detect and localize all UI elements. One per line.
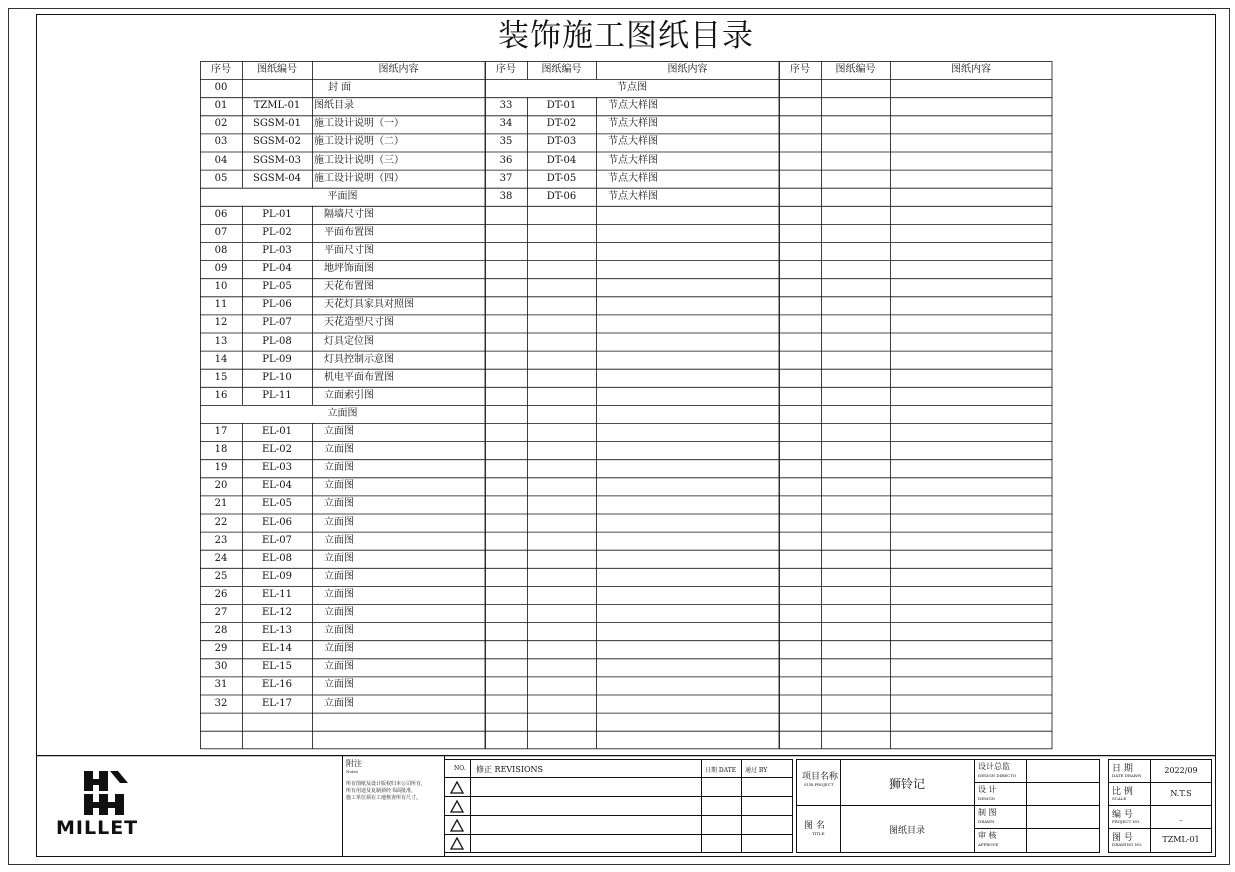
row-no: 08 <box>214 245 228 256</box>
header-content: 图纸内容 <box>667 64 708 75</box>
row-content: 天花布置图 <box>324 281 374 293</box>
row-content: 施工设计说明（三） <box>314 154 404 166</box>
row-content: 节点大样图 <box>608 172 658 184</box>
notes-line: 所有用途及复制须经书面批准， <box>346 788 417 794</box>
header-content: 图纸内容 <box>378 64 419 75</box>
row-no: 36 <box>499 154 513 166</box>
index-table-2 <box>485 61 779 752</box>
info-label-en: DRAWING NO. <box>1112 842 1143 847</box>
row-content: 立面图 <box>324 480 354 492</box>
row-no: 01 <box>214 100 228 112</box>
notes-body <box>346 781 426 802</box>
row-content: 节点大样图 <box>608 118 658 130</box>
table-row <box>200 369 485 387</box>
row-code: PL-01 <box>262 208 292 220</box>
row-content: 立面图 <box>324 516 354 528</box>
table-row <box>200 260 485 278</box>
row-content: 天花灯具家具对照图 <box>324 299 414 311</box>
table-row <box>200 459 485 477</box>
row-code: EL-04 <box>261 480 293 492</box>
row-no: 03 <box>214 136 228 148</box>
row-code: TZML-01 <box>253 100 301 112</box>
index-table-1 <box>200 61 485 752</box>
row-no: 05 <box>214 172 228 184</box>
table-row <box>200 152 485 170</box>
table-row <box>200 658 485 676</box>
project-label-en: SUB PROJECT <box>804 782 834 787</box>
row-code: PL-10 <box>262 371 292 383</box>
table-grid <box>779 61 1053 750</box>
title-block-lines <box>36 755 1216 857</box>
table-header <box>779 61 1052 79</box>
row-no: 07 <box>214 226 228 238</box>
info-value: N.T.S <box>1170 789 1192 798</box>
row-no: 12 <box>214 317 228 329</box>
row-code: DT-01 <box>546 100 577 112</box>
role-label: 设 计 <box>978 785 997 794</box>
table-row <box>485 97 779 115</box>
row-no: 32 <box>214 697 228 709</box>
millet-logo-icon <box>80 769 132 817</box>
row-content: 立面图 <box>324 588 354 600</box>
row-no: 16 <box>214 389 228 401</box>
row-content: 立面索引图 <box>324 389 374 401</box>
row-code: PL-07 <box>262 317 292 329</box>
table-row <box>200 676 485 694</box>
row-no: 15 <box>214 371 228 383</box>
table-row <box>200 224 485 242</box>
role-label: 审 核 <box>978 831 997 840</box>
row-no: 33 <box>499 100 513 112</box>
title-block <box>36 755 1216 857</box>
row-content: 平面布置图 <box>324 226 374 238</box>
row-code: SGSM-03 <box>252 154 302 166</box>
info-label-en: DATE DRAWN <box>1112 773 1142 778</box>
row-code: EL-13 <box>261 625 293 637</box>
row-no: 19 <box>214 462 228 474</box>
row-code: SGSM-04 <box>252 172 302 184</box>
title-label: 图 名 <box>804 821 825 831</box>
row-code: PL-09 <box>262 353 292 365</box>
row-content: 节点大样图 <box>608 136 658 148</box>
row-code: EL-01 <box>261 426 293 437</box>
project-name: 狮铃记 <box>888 777 925 791</box>
table-row <box>200 640 485 658</box>
header-no: 序号 <box>496 64 516 75</box>
row-content: 立面图 <box>324 570 354 582</box>
row-no: 29 <box>214 643 228 655</box>
table-row <box>485 188 779 206</box>
row-code: PL-04 <box>262 263 292 275</box>
row-code: EL-11 <box>261 588 293 600</box>
section-row <box>200 188 485 206</box>
info-label-en: PROJECT NO. <box>1112 819 1141 824</box>
row-code <box>242 79 312 97</box>
header-code: 图纸编号 <box>835 64 876 75</box>
row-no: 34 <box>499 118 513 130</box>
table-row <box>200 695 485 713</box>
row-code: EL-07 <box>261 534 293 546</box>
row-code: PL-11 <box>262 389 292 401</box>
info-label: 比 例 <box>1112 787 1133 797</box>
row-no: 04 <box>214 154 228 166</box>
row-code: EL-16 <box>261 679 293 691</box>
table-row <box>485 152 779 170</box>
row-no: 21 <box>214 498 228 510</box>
table-row <box>200 586 485 604</box>
role-label-en: DESIGN <box>978 796 996 801</box>
role-label: 制 图 <box>978 808 997 817</box>
row-content: 立面图 <box>324 534 354 546</box>
section-row <box>485 79 779 97</box>
info-value: TZML-01 <box>1162 835 1200 844</box>
table-row <box>200 532 485 550</box>
row-code: DT-04 <box>546 154 577 166</box>
row-code: SGSM-01 <box>252 118 302 130</box>
info-label: 编 号 <box>1112 810 1133 820</box>
table-row <box>200 514 485 532</box>
row-content: 节点大样图 <box>608 190 658 202</box>
row-no: 18 <box>214 444 228 456</box>
role-label-en: DRAWN <box>978 819 995 824</box>
row-content: 节点大样图 <box>608 100 658 112</box>
row-content: 立面图 <box>324 498 354 510</box>
title-label-en: TITLE <box>812 831 825 836</box>
header-no: 序号 <box>790 64 810 75</box>
notes-line: 施工单位须在工地核查所有尺寸。 <box>346 795 422 801</box>
row-code: EL-09 <box>261 570 293 582</box>
row-no: 26 <box>214 588 228 600</box>
row-no: 37 <box>499 172 513 184</box>
page-title: 装饰施工图纸目录 <box>498 18 754 54</box>
row-code: EL-14 <box>261 643 293 655</box>
row-code: EL-02 <box>261 444 293 456</box>
row-no: 25 <box>214 570 228 582</box>
section-title: 节点图 <box>617 82 647 94</box>
table-row <box>200 115 485 133</box>
row-no: 17 <box>214 426 228 437</box>
row-code: PL-08 <box>262 335 292 347</box>
row-content: 灯具控制示意图 <box>324 353 394 365</box>
table-row <box>200 568 485 586</box>
role-label: 设计总监 <box>978 762 1010 771</box>
row-content: 施工设计说明（二） <box>314 136 404 148</box>
row-no: 14 <box>214 353 228 365</box>
notes-title: 附注 <box>346 759 362 768</box>
row-no: 09 <box>214 263 228 275</box>
row-code: EL-12 <box>261 607 293 618</box>
row-content: 立面图 <box>324 444 354 456</box>
table-row <box>200 170 485 188</box>
drawing-title: 图纸目录 <box>888 826 925 836</box>
row-no: 28 <box>214 625 228 637</box>
row-code: DT-05 <box>546 172 577 184</box>
row-content: 立面图 <box>324 661 354 673</box>
table-row <box>200 550 485 568</box>
table-row <box>200 351 485 369</box>
row-code: DT-06 <box>546 190 577 202</box>
row-content: 施工设计说明（一） <box>314 118 404 130</box>
header-content: 图纸内容 <box>951 64 991 75</box>
table-row <box>200 278 485 296</box>
rev-by-header: 通过 BY <box>745 767 768 774</box>
table-row <box>200 97 485 115</box>
header-code: 图纸编号 <box>541 64 582 75</box>
row-no: 13 <box>214 335 228 347</box>
table-header <box>200 61 485 79</box>
table-row <box>200 79 485 97</box>
row-no: 02 <box>214 118 228 130</box>
role-label-en: APPROVE <box>978 842 999 847</box>
table-row <box>200 441 485 459</box>
row-content: 图纸目录 <box>314 100 354 112</box>
row-no: 27 <box>214 607 228 618</box>
row-content: 立面图 <box>324 643 354 655</box>
row-code: PL-03 <box>262 245 292 256</box>
row-code: EL-06 <box>261 516 293 528</box>
table-row <box>200 242 485 260</box>
row-code: EL-03 <box>261 462 293 474</box>
row-content: 立面图 <box>324 607 354 618</box>
row-content: 地坪饰面图 <box>324 263 374 275</box>
table-row <box>485 115 779 133</box>
table-row <box>200 423 485 441</box>
row-no: 31 <box>214 679 228 691</box>
notes-subtitle: Notes <box>346 769 358 774</box>
row-code: EL-17 <box>261 697 293 709</box>
rev-title-header: 修正 REVISIONS <box>476 765 544 774</box>
table-row <box>200 206 485 224</box>
info-label: 日 期 <box>1112 764 1133 774</box>
section-title: 立面图 <box>327 407 358 419</box>
row-no: 11 <box>214 299 228 311</box>
row-content: 封 面 <box>328 82 352 94</box>
row-content: 立面图 <box>324 625 354 637</box>
table-row <box>200 387 485 405</box>
rev-date-header: 日期 DATE <box>705 767 737 774</box>
row-code: PL-05 <box>262 281 292 293</box>
row-code: PL-06 <box>262 299 292 311</box>
table-row <box>200 622 485 640</box>
row-no: 22 <box>214 516 228 528</box>
table-row <box>485 170 779 188</box>
row-content: 天花造型尺寸图 <box>324 317 394 329</box>
table-row <box>200 314 485 332</box>
header-no: 序号 <box>211 64 231 75</box>
index-table-3 <box>779 61 1052 752</box>
section-title: 平面图 <box>327 190 358 202</box>
role-label-en: DESIGN DIRECTO <box>978 773 1017 778</box>
row-content: 施工设计说明（四） <box>314 172 404 184</box>
table-row <box>200 333 485 351</box>
row-code: EL-08 <box>261 552 293 564</box>
row-no: 06 <box>214 208 228 220</box>
project-label: 项目名称 <box>802 772 839 782</box>
row-no: 35 <box>499 136 513 148</box>
table-row <box>200 495 485 513</box>
table-row <box>485 133 779 151</box>
header-code: 图纸编号 <box>257 64 297 75</box>
table-header <box>485 61 779 79</box>
rev-no-header: NO. <box>454 765 466 772</box>
row-no: 38 <box>499 190 513 202</box>
info-value: 2022/09 <box>1164 766 1198 775</box>
section-row <box>200 405 485 423</box>
table-row <box>200 477 485 495</box>
row-code: DT-02 <box>546 118 577 130</box>
row-no: 00 <box>214 82 228 94</box>
row-content: 立面图 <box>324 426 354 437</box>
row-code: PL-02 <box>262 226 292 238</box>
table-row <box>200 133 485 151</box>
row-content: 机电平面布置图 <box>324 371 394 383</box>
info-label: 图 号 <box>1112 833 1133 843</box>
row-no: 10 <box>214 281 228 293</box>
row-no: 20 <box>214 480 228 492</box>
row-content: 平面尺寸图 <box>324 245 374 256</box>
row-content: 立面图 <box>324 462 354 474</box>
row-code: SGSM-02 <box>252 136 302 148</box>
table-row <box>200 296 485 314</box>
row-content: 灯具定位图 <box>324 335 374 347</box>
notes-line: 所有图纸及设计版权归本公司所有， <box>346 781 427 787</box>
row-content: 立面图 <box>324 697 354 709</box>
row-content: 立面图 <box>324 679 354 691</box>
info-label-en: SCALE <box>1112 796 1127 801</box>
info-value: _ <box>1179 812 1183 821</box>
logo-text: MILLET <box>56 817 139 839</box>
row-no: 23 <box>214 534 228 546</box>
row-content: 隔墙尺寸图 <box>324 208 374 220</box>
row-content: 节点大样图 <box>608 154 658 166</box>
table-row <box>200 604 485 622</box>
row-content: 立面图 <box>324 552 354 564</box>
row-no: 24 <box>214 552 228 564</box>
row-no: 30 <box>214 661 228 673</box>
row-code: EL-15 <box>261 661 293 673</box>
row-code: EL-05 <box>261 498 293 510</box>
row-code: DT-03 <box>546 136 577 148</box>
